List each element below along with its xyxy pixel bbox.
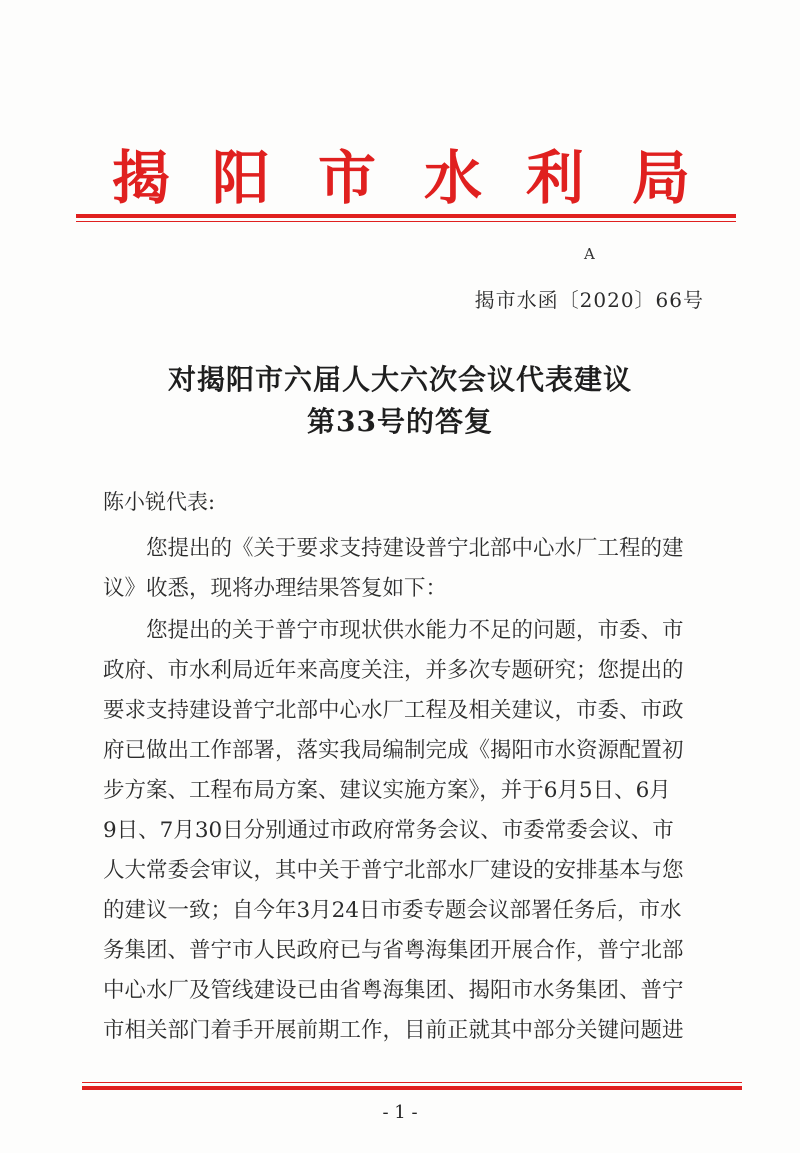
header-rule-thick [76, 214, 736, 218]
footer-rule-thick [82, 1086, 742, 1090]
text-line: 府已做出工作部署，落实我局编制完成《揭阳市水资源配置初 [103, 738, 684, 763]
document-title-line-2: 第33号的答复 [307, 405, 493, 438]
header-char: 揭 [112, 144, 171, 212]
issuing-authority-header [0, 140, 800, 216]
header-char: 阳 [212, 144, 271, 212]
text-line: 议》收悉，现将办理结果答复如下： [103, 576, 448, 601]
page-number: - 1 - [382, 1102, 418, 1123]
text-line: 的建议一致；自今年3月24日市委专题会议部署任务后，市水 [103, 898, 682, 923]
text-line: 步方案、工程布局方案、建议实施方案》，并于6月5日、6月 [103, 778, 671, 803]
paragraph-response [103, 611, 703, 1051]
document-title-line-1: 对揭阳市六届人大六次会议代表建议 [167, 363, 632, 396]
header-char: 水 [424, 144, 483, 212]
text-line: 9日、7月30日分别通过市政府常务会议、市委常委会议、市 [103, 818, 674, 843]
document-number: 揭市水函〔2020〕66号 [474, 288, 704, 312]
document-mark: A [584, 245, 595, 263]
text-line: 市相关部门着手开展前期工作，目前正就其中部分关键问题进 [103, 1018, 684, 1043]
header-char: 局 [632, 144, 691, 212]
text-line: 人大常委会审议，其中关于普宁北部水厂建设的安排基本与您 [103, 858, 684, 883]
text-line: 务集团、普宁市人民政府已与省粤海集团开展合作，普宁北部 [103, 938, 684, 963]
text-line: 要求支持建设普宁北部中心水厂工程及相关建议，市委、市政 [103, 698, 684, 723]
header-rule-thin [76, 221, 736, 222]
text-line: 您提出的《关于要求支持建设普宁北部中心水厂工程的建 [103, 536, 684, 561]
header-char: 市 [318, 144, 377, 212]
footer-rule-thin [82, 1082, 742, 1083]
header-char: 利 [526, 144, 585, 212]
text-line: 政府、市水利局近年来高度关注，并多次专题研究；您提出的 [103, 658, 684, 683]
paragraph-acknowledgement [103, 529, 703, 609]
text-line: 您提出的关于普宁市现状供水能力不足的问题，市委、市 [103, 618, 684, 643]
text-line: 中心水厂及管线建设已由省粤海集团、揭阳市水务集团、普宁 [103, 978, 684, 1003]
salutation: 陈小锐代表: [103, 490, 216, 514]
